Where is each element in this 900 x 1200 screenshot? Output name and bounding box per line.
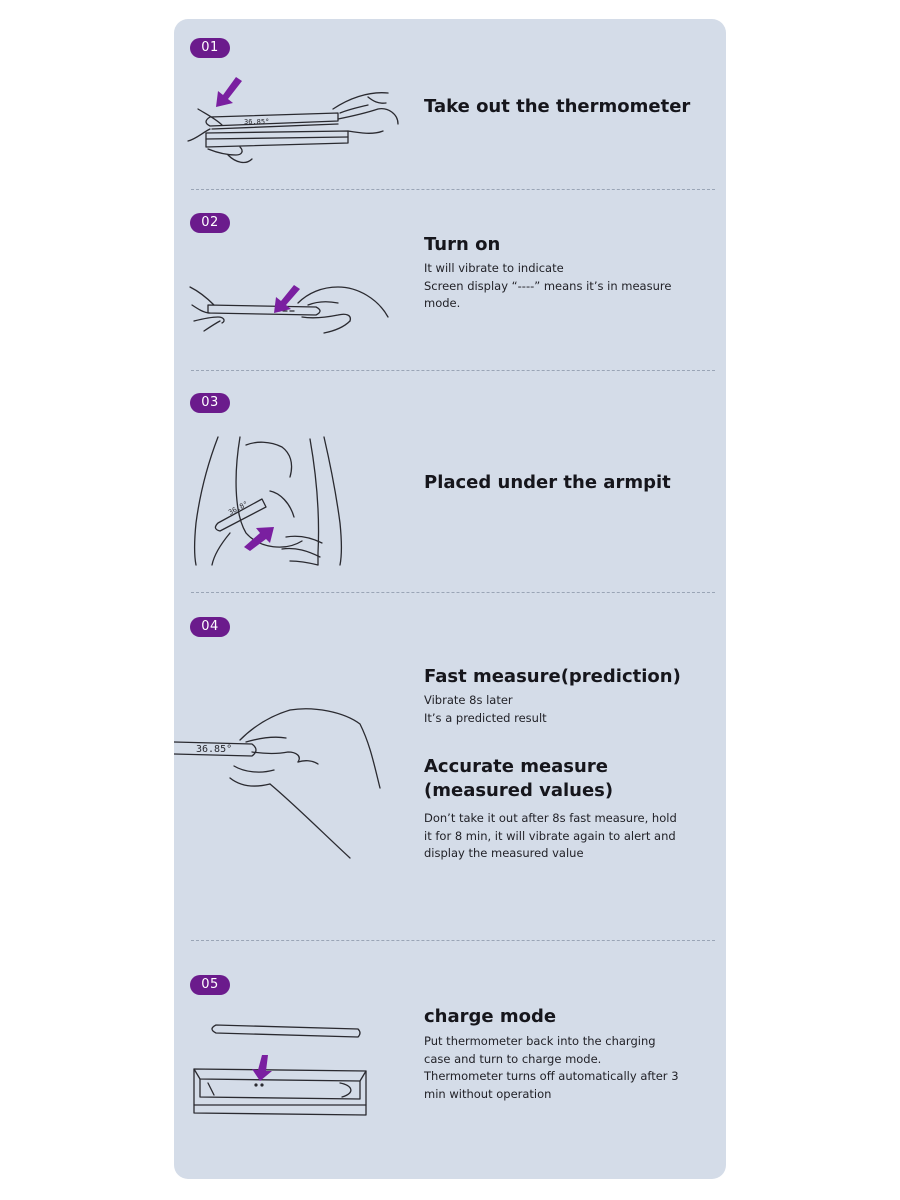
step-badge-02: 02 [190, 213, 230, 233]
step-description-02 [424, 260, 714, 313]
hand-holding-thermometer-reading-icon [174, 704, 389, 864]
instructions-card [174, 19, 726, 1179]
step-title-01: Take out the thermometer [424, 96, 691, 117]
hands-holding-thermometer-icon [188, 259, 408, 344]
step-badge-01: 01 [190, 38, 230, 58]
description-line: it for 8 min, it will vibrate again to alert and [424, 828, 676, 843]
description-line: Screen display “----” means it’s in measure [424, 278, 672, 293]
step-description-04 [424, 692, 714, 727]
description-line: Put thermometer back into the charging [424, 1034, 656, 1048]
thermometer-reading-label: 36.8° [227, 499, 250, 517]
step-divider [191, 370, 715, 371]
description-line: Don’t take it out after 8s fast measure, hold [424, 811, 677, 825]
description-line: Thermometer turns off automatically after 3 [424, 1069, 679, 1083]
description-line: mode. [424, 296, 461, 310]
step-divider [191, 592, 715, 593]
step-description-05 [424, 1033, 714, 1103]
thermometer-reading-label: 36.85° [244, 118, 270, 126]
thermometer-reading-label: 36.85° [196, 744, 233, 755]
step-title-05: charge mode [424, 1006, 557, 1027]
description-line: It’s a predicted result [424, 710, 547, 725]
step-badge-03: 03 [190, 393, 230, 413]
step-badge-04: 04 [190, 617, 230, 637]
step-badge-05: 05 [190, 975, 230, 995]
description-line: case and turn to charge mode. [424, 1051, 602, 1066]
step-divider [191, 189, 715, 190]
step-title-04-accurate [424, 755, 613, 803]
step-divider [191, 940, 715, 941]
thermometer-under-armpit-icon [190, 433, 350, 568]
step-description-04-accurate [424, 810, 714, 863]
hand-pulling-thermometer-from-case-icon [188, 69, 408, 164]
description-line: min without operation [424, 1086, 552, 1101]
thermometer-into-charging-case-icon [190, 1019, 380, 1119]
title-line: Accurate measure [424, 756, 608, 777]
description-line: It will vibrate to indicate [424, 261, 564, 275]
title-line: (measured values) [424, 780, 614, 801]
step-title-03: Placed under the armpit [424, 472, 671, 493]
description-line: display the measured value [424, 846, 584, 860]
step-title-04: Fast measure(prediction) [424, 666, 681, 687]
description-line: Vibrate 8s later [424, 693, 513, 707]
step-title-02: Turn on [424, 234, 501, 255]
